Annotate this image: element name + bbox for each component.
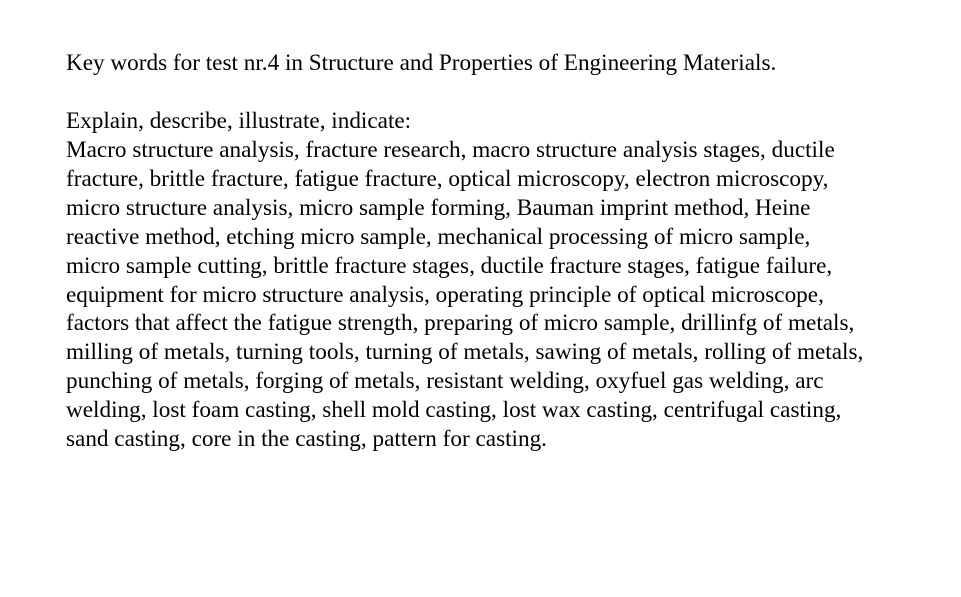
document-page (66, 49, 946, 454)
keywords-line: micro sample cutting, brittle fracture stages, ductile fracture stages, fatigue failure, (66, 252, 833, 279)
document-title: Key words for test nr.4 in Structure and Properties of Engineering Materials. (66, 50, 777, 76)
keywords-paragraph (66, 136, 946, 454)
keywords-line: punching of metals, forging of metals, resistant welding, oxyfuel gas welding, arc (66, 368, 824, 395)
keywords-line: sand casting, core in the casting, pattern for casting. (66, 426, 547, 453)
keywords-line: reactive method, etching micro sample, mechanical processing of micro sample, (66, 223, 811, 250)
keywords-line: welding, lost foam casting, shell mold casting, lost wax casting, centrifugal casting, (66, 397, 842, 424)
keywords-line: fracture, brittle fracture, fatigue fracture, optical microscopy, electron microscopy, (66, 165, 829, 192)
instructions-heading: Explain, describe, illustrate, indicate: (66, 108, 412, 134)
keywords-line: micro structure analysis, micro sample forming, Bauman imprint method, Heine (66, 194, 811, 221)
keywords-line: Macro structure analysis, fracture research, macro structure analysis stages, ductile (66, 137, 835, 163)
blank-line (66, 78, 946, 107)
keywords-line: milling of metals, turning tools, turning of metals, sawing of metals, rolling of metals, (66, 339, 864, 366)
keywords-line: factors that affect the fatigue strength, preparing of micro sample, drillinfg of metals, (66, 310, 855, 337)
keywords-line: equipment for micro structure analysis, operating principle of optical microscope, (66, 281, 824, 308)
